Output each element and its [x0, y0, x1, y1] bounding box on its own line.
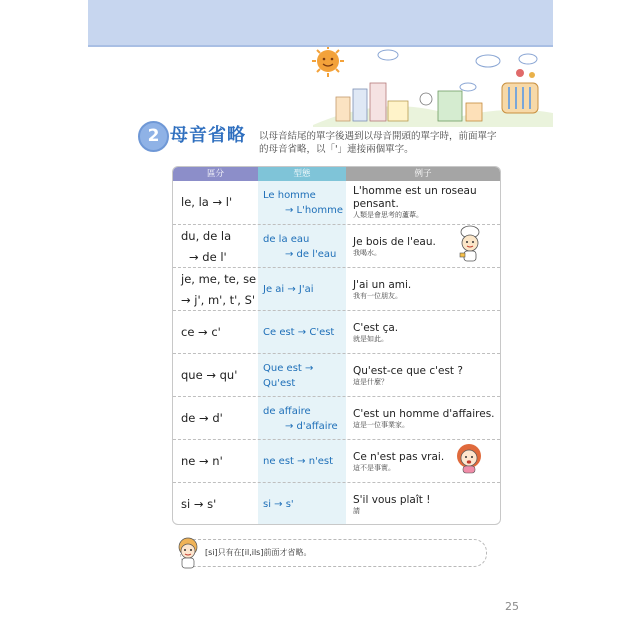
header-example: 例子 — [346, 167, 500, 181]
form-cell: ne est → n'est — [263, 456, 334, 467]
category-cell: ce → c' — [181, 325, 221, 339]
example-cell: Ce n'est pas vrai. 這不是事實。 — [353, 450, 445, 472]
top-banner — [88, 0, 553, 47]
example-cell: Qu'est-ce que c'est ? 這是什麼？ — [353, 364, 463, 386]
table-row — [173, 396, 500, 440]
category-cell: le, la → l' — [181, 195, 233, 209]
header-form: 型態 — [258, 167, 346, 181]
town-illustration — [88, 47, 553, 127]
girl-mascot-icon — [452, 441, 486, 475]
sun-icon — [312, 47, 344, 77]
example-cell: J'ai un ami. 我有一位朋友。 — [353, 278, 412, 300]
form-cell: Le homme → L'homme — [263, 189, 343, 216]
category-cell: de → d' — [181, 411, 223, 425]
table-row — [173, 353, 500, 397]
table-header — [173, 167, 500, 181]
table-row — [173, 310, 500, 354]
form-cell: de affaire → d'affaire — [263, 405, 338, 432]
table-row — [173, 439, 500, 483]
category-cell: du, de la → de l' — [181, 228, 232, 264]
table-row — [173, 224, 500, 268]
note-mascot-icon — [172, 534, 204, 574]
form-cell: Je ai → J'ai — [263, 284, 314, 295]
example-cell: C'est un homme d'affaires. 這是一位事業家。 — [353, 407, 495, 429]
example-cell: C'est ça. 就是如此。 — [353, 321, 399, 343]
example-cell: Je bois de l'eau. 我喝水。 — [353, 235, 436, 257]
example-cell: L'homme est un roseau pensant. 人類是會思考的蘆葦。 — [353, 185, 477, 219]
table-row — [173, 267, 500, 311]
category-cell: que → qu' — [181, 368, 238, 382]
category-cell: si → s' — [181, 497, 217, 511]
table-row — [173, 181, 500, 224]
table-row — [173, 482, 500, 525]
section-number-badge: 2 — [138, 121, 169, 152]
form-cell: si → s' — [263, 499, 294, 510]
page-number: 25 — [505, 600, 519, 613]
example-cell: S'il vous plaît ! 請 — [353, 493, 431, 515]
section-title: 母音省略 — [170, 125, 246, 146]
section-intro: 以母音結尾的單字後遇到以母音開頭的單字時，前面單字的母音省略，以「'」連接兩個單字。 — [259, 131, 497, 155]
note-text: [si]只有在[il,ils]前面才省略。 — [205, 548, 312, 557]
header-category: 區分 — [173, 167, 258, 181]
form-cell: Ce est → C'est — [263, 327, 335, 338]
chef-mascot-icon — [455, 225, 485, 265]
form-cell: Que est → Qu'est — [263, 362, 314, 389]
form-cell: de la eau → de l'eau — [263, 233, 337, 260]
category-cell: ne → n' — [181, 454, 223, 468]
category-cell: je, me, te, se → j', m', t', S' — [181, 271, 257, 307]
